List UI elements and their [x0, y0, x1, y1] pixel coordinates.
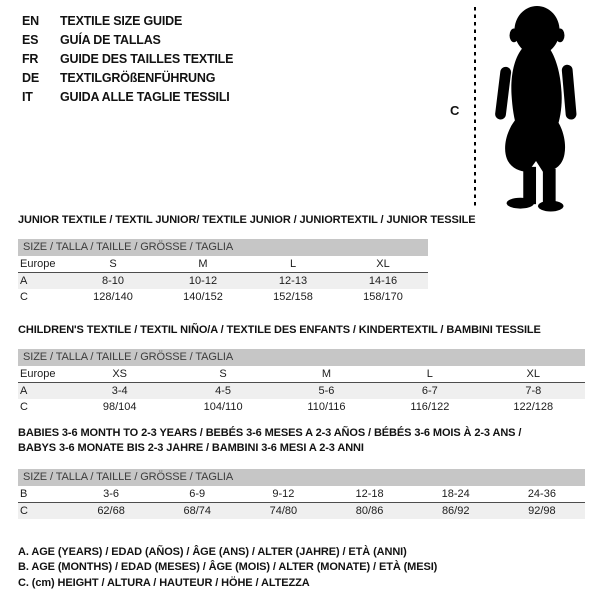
section-babies-textile	[18, 426, 585, 519]
dashed-measure-line	[474, 7, 476, 208]
value-cell: 80/86	[355, 505, 384, 517]
language-row	[22, 12, 233, 31]
language-label: TEXTILGRÖßENFÜHRUNG	[60, 71, 216, 85]
babies-size-table	[18, 486, 585, 519]
junior-size-table	[18, 256, 428, 305]
language-row	[22, 69, 233, 88]
heading-line-2: BABYS 3-6 MONATE BIS 2-3 JAHRE / BAMBINI 3-6 MESI A 2-3 ANNI	[18, 442, 364, 454]
size-tables-content	[18, 214, 585, 591]
value-cell: XL	[482, 366, 585, 383]
table-row	[18, 273, 428, 290]
size-bar: SIZE / TALLA / TAILLE / GRÖSSE / TAGLIA	[18, 239, 428, 256]
table-row	[18, 503, 585, 520]
table-row	[18, 256, 428, 273]
value-cell: XS	[68, 366, 171, 383]
value-cell: 92/98	[528, 505, 556, 517]
value-cell: L	[248, 256, 338, 273]
row-label-cell: C	[20, 401, 28, 413]
row-label-cell: Europe	[18, 366, 68, 383]
value-cell: 4-5	[215, 385, 232, 397]
language-row	[22, 50, 233, 69]
language-label: TEXTILE SIZE GUIDE	[60, 14, 183, 28]
value-cell: 5-6	[318, 385, 335, 397]
row-label-cell: C	[20, 291, 28, 303]
row-label-cell: C	[20, 505, 28, 517]
row-label-cell: B	[18, 486, 68, 503]
value-cell: 8-10	[101, 275, 125, 287]
language-row	[22, 31, 233, 50]
language-code: ES	[22, 33, 39, 47]
table-row	[18, 486, 585, 503]
value-cell: 6-9	[154, 486, 240, 503]
section-childrens-textile	[18, 324, 585, 415]
value-cell: S	[171, 366, 274, 383]
table-row	[18, 366, 585, 383]
height-measure-figure	[430, 0, 600, 220]
section-heading	[18, 426, 585, 456]
value-cell: 68/74	[183, 505, 211, 517]
language-label: GUÍA DE TALLAS	[60, 33, 161, 47]
value-cell: 110/116	[307, 401, 346, 413]
value-cell: 14-16	[368, 275, 398, 287]
language-code: DE	[22, 71, 39, 85]
value-cell: 12-13	[278, 275, 308, 287]
value-cell: 128/140	[93, 291, 133, 303]
value-cell: 98/104	[102, 401, 137, 413]
size-bar: SIZE / TALLA / TAILLE / GRÖSSE / TAGLIA	[18, 469, 585, 486]
value-cell: 104/110	[203, 401, 243, 413]
language-label: GUIDA ALLE TAGLIE TESSILI	[60, 90, 230, 104]
value-cell: 9-12	[240, 486, 326, 503]
section-heading: CHILDREN'S TEXTILE / TEXTIL NIÑO/A / TEXTILE DES ENFANTS / KINDERTEXTIL / BAMBINI TESSILE	[18, 324, 541, 336]
value-cell: XL	[338, 256, 428, 273]
value-cell: 74/80	[269, 505, 298, 517]
table-row	[18, 383, 585, 400]
value-cell: 6-7	[421, 385, 438, 397]
value-cell: 158/170	[363, 291, 403, 303]
section-heading: JUNIOR TEXTILE / TEXTIL JUNIOR/ TEXTILE JUNIOR / JUNIORTEXTIL / JUNIOR TESSILE	[18, 214, 476, 226]
value-cell: S	[68, 256, 158, 273]
row-label-cell: Europe	[18, 256, 68, 273]
value-cell: 10-12	[188, 275, 218, 287]
value-cell: M	[158, 256, 248, 273]
table-row	[18, 399, 585, 415]
value-cell: 116/122	[410, 401, 450, 413]
language-code: FR	[22, 52, 39, 66]
language-guide-list	[22, 12, 233, 107]
legend-notes	[18, 545, 585, 591]
value-cell: 62/68	[97, 505, 125, 517]
section-junior-textile	[18, 214, 585, 305]
size-bar: SIZE / TALLA / TAILLE / GRÖSSE / TAGLIA	[18, 349, 585, 366]
value-cell: L	[378, 366, 481, 383]
note-age-months: B. AGE (MONTHS) / EDAD (MESES) / ÂGE (MOIS) / ALTER (MONATE) / ETÀ (MESI)	[18, 561, 438, 574]
value-cell: 7-8	[525, 385, 542, 397]
language-code: EN	[22, 14, 39, 28]
table-row	[18, 289, 428, 305]
value-cell: 3-6	[68, 486, 154, 503]
value-cell: M	[275, 366, 378, 383]
baby-silhouette-icon	[487, 4, 587, 212]
value-cell: 12-18	[326, 486, 412, 503]
row-label-cell: A	[20, 275, 28, 287]
value-cell: 24-36	[499, 486, 585, 503]
value-cell: 3-4	[111, 385, 128, 397]
language-row	[22, 88, 233, 107]
heading-line-1: BABIES 3-6 MONTH TO 2-3 YEARS / BEBÉS 3-6 MESES A 2-3 AÑOS / BÉBÉS 3-6 MOIS À 2-3 ANS /	[18, 427, 522, 439]
note-height-cm: C. (cm) HEIGHT / ALTURA / HAUTEUR / HÖHE / ALTEZZA	[18, 576, 310, 589]
language-label: GUIDE DES TAILLES TEXTILE	[60, 52, 234, 66]
value-cell: 152/158	[273, 291, 313, 303]
row-label-cell: A	[20, 385, 28, 397]
measure-c-label: C	[450, 103, 460, 118]
language-code: IT	[22, 90, 33, 104]
note-age-years: A. AGE (YEARS) / EDAD (AÑOS) / ÂGE (ANS) / ALTER (JAHRE) / ETÀ (ANNI)	[18, 546, 407, 558]
value-cell: 140/152	[183, 291, 223, 303]
value-cell: 18-24	[413, 486, 499, 503]
value-cell: 86/92	[441, 505, 470, 517]
value-cell: 122/128	[513, 401, 554, 413]
children-size-table	[18, 366, 585, 415]
